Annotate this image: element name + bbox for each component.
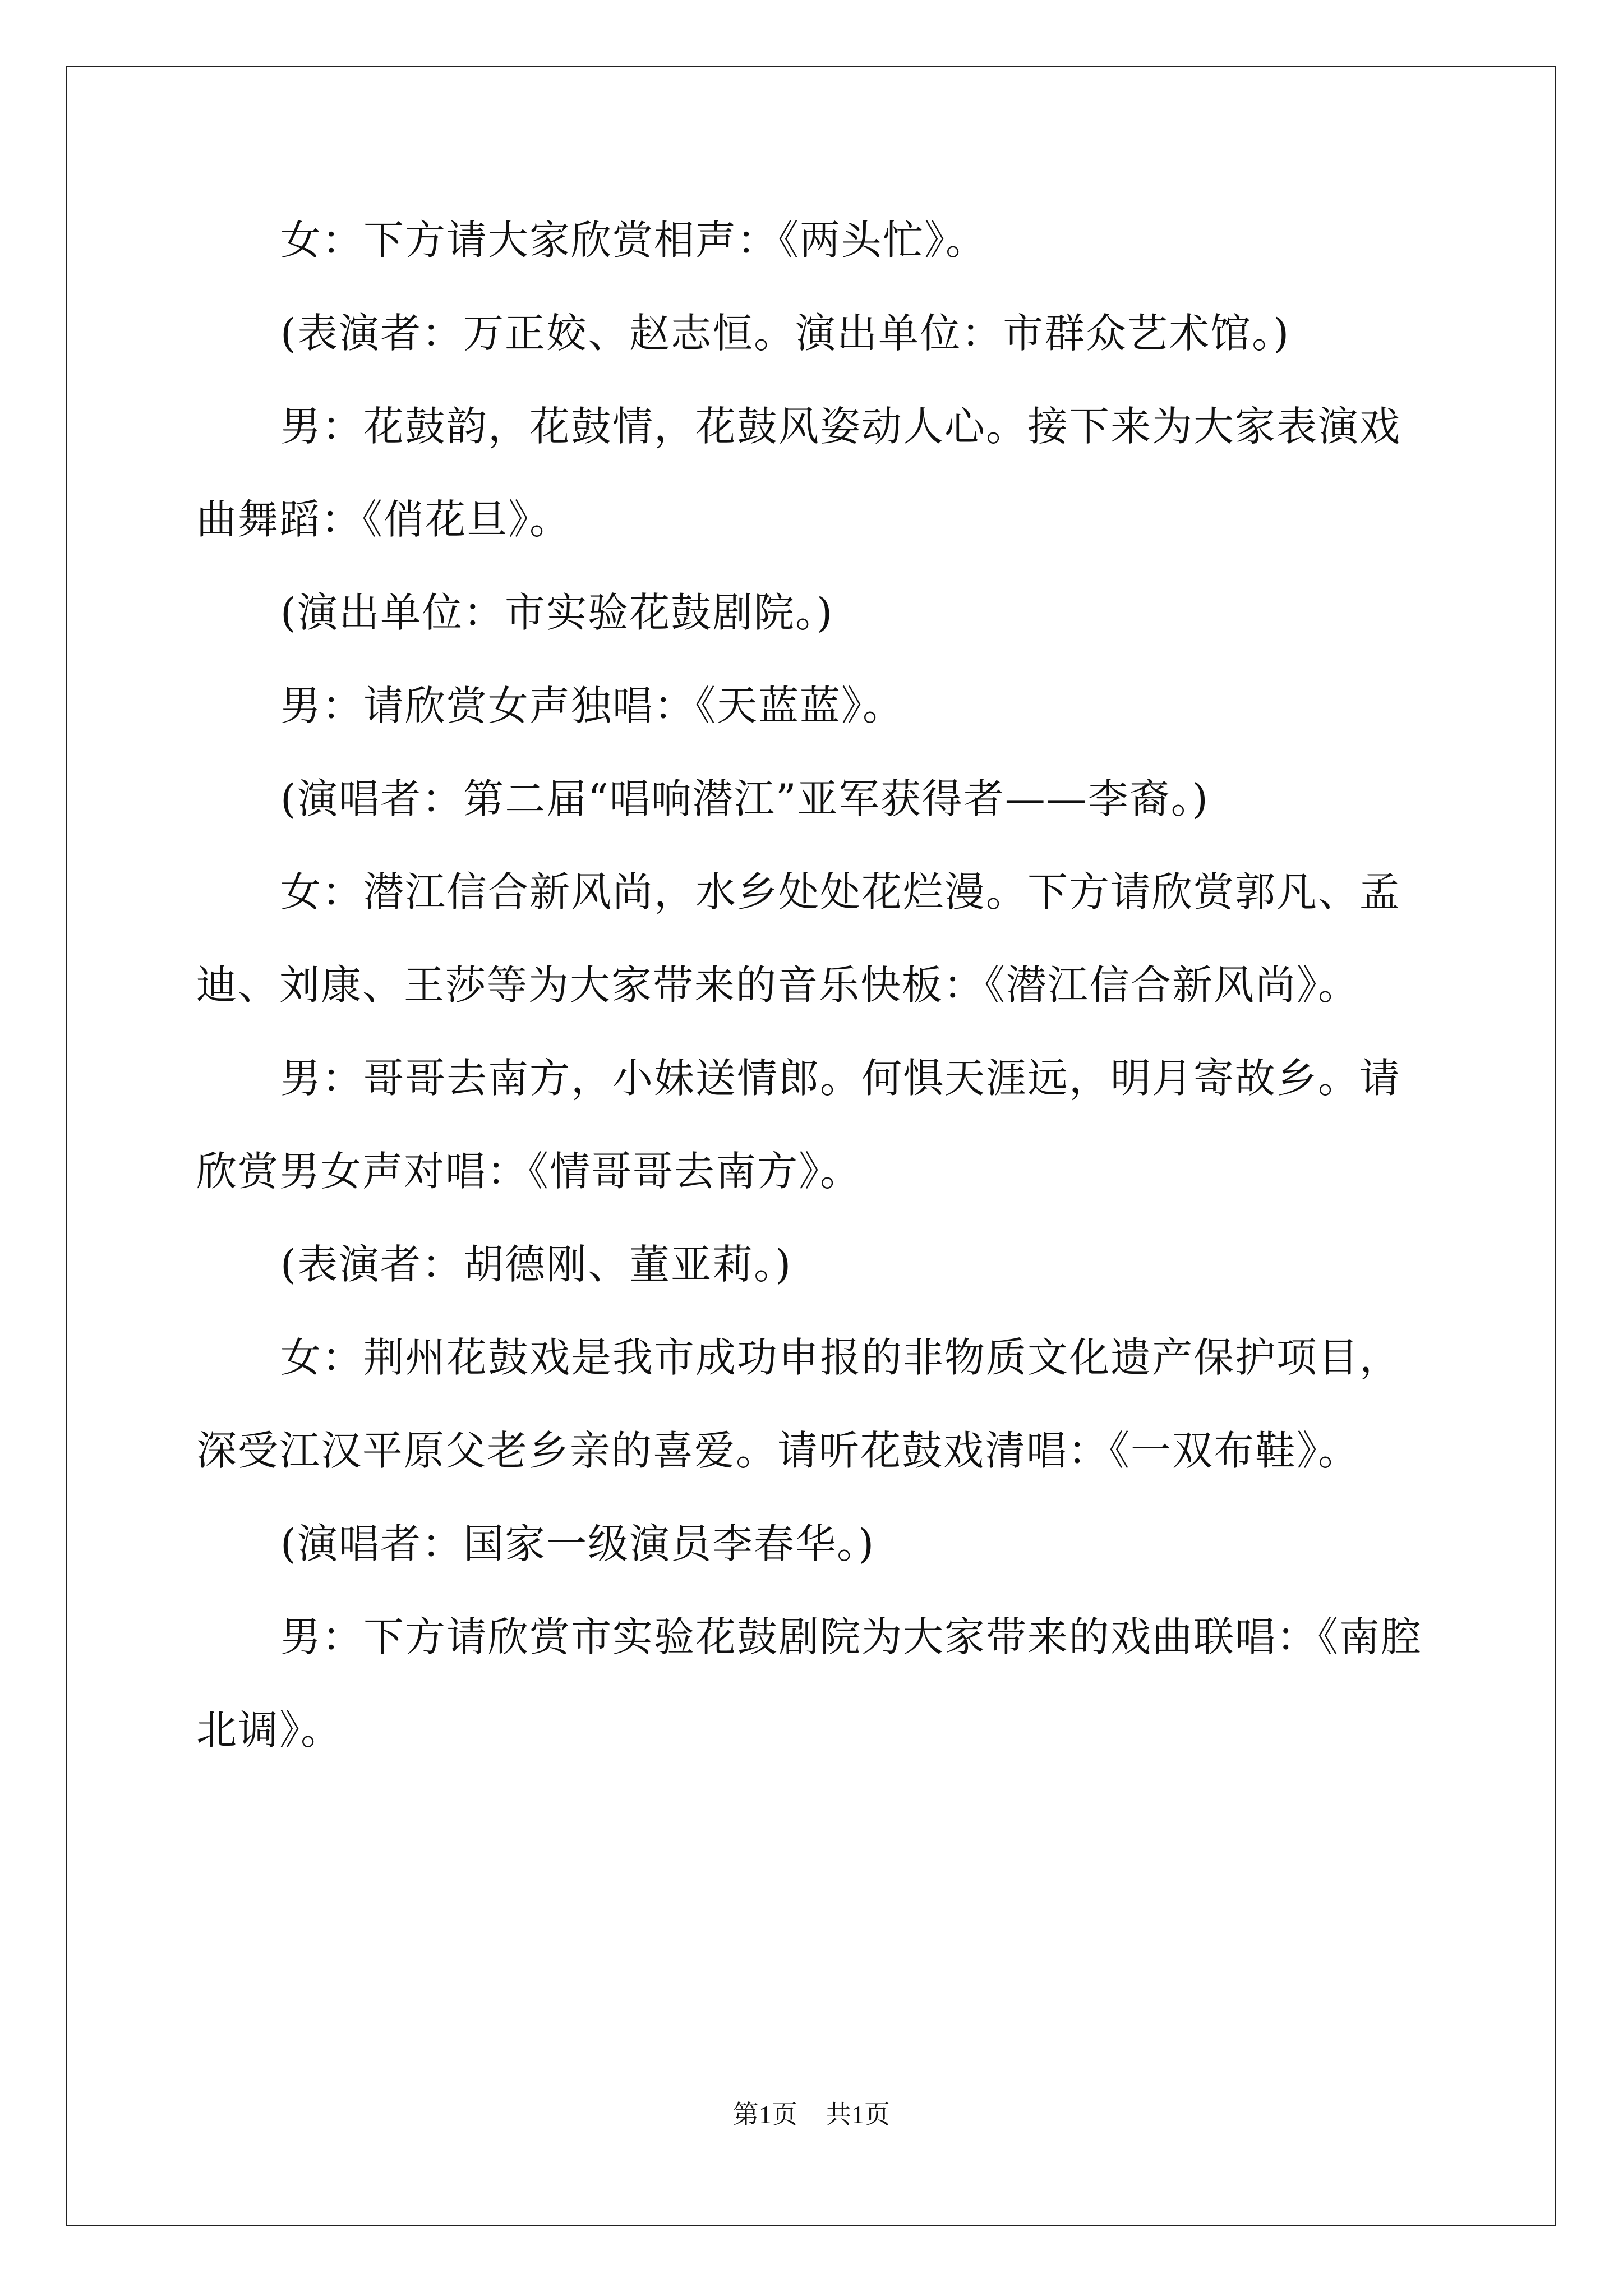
paragraph-1: 女：下方请大家欣赏相声：《两头忙》。 — [280, 217, 988, 264]
paragraph-4: (演出单位：市实验花鼓剧院。) — [280, 589, 834, 636]
paragraph-2: (表演者：万正姣、赵志恒。演出单位：市群众艺术馆。) — [280, 310, 1290, 357]
paragraph-9: (表演者：胡德刚、董亚莉。) — [280, 1241, 792, 1288]
paragraph-12: 男：下方请欣赏市实验花鼓剧院为大家带来的戏曲联唱：《南腔北调》。 — [196, 1613, 1423, 1754]
page-number-current: 第1页 — [733, 2100, 797, 2129]
page-footer — [0, 2098, 1623, 2132]
paragraph-3: 男：花鼓韵，花鼓情，花鼓风姿动人心。接下来为大家表演戏曲舞蹈：《俏花旦》。 — [196, 403, 1401, 543]
document-body — [196, 194, 1430, 1777]
paragraph-7: 女：潜江信合新风尚，水乡处处花烂漫。下方请欣赏郭凡、孟迪、刘康、王莎等为大家带来的音乐快板：《潜江信合新风尚》。 — [196, 868, 1401, 1009]
paragraph-5: 男：请欣赏女声独唱：《天蓝蓝》。 — [280, 682, 905, 729]
paragraph-6: (演唱者：第二届“唱响潜江”亚军获得者——李裔。) — [280, 775, 1209, 822]
page-number-total: 共1页 — [826, 2100, 890, 2129]
paragraph-11: (演唱者：国家一级演员李春华。) — [280, 1520, 875, 1567]
paragraph-8: 男：哥哥去南方，小妹送情郎。何惧天涯远，明月寄故乡。请欣赏男女声对唱：《情哥哥去南方》。 — [196, 1055, 1401, 1195]
paragraph-10: 女：荆州花鼓戏是我市成功申报的非物质文化遗产保护项目，深受江汉平原父老乡亲的喜爱。请听花鼓戏清唱：《一双布鞋》。 — [196, 1334, 1401, 1474]
